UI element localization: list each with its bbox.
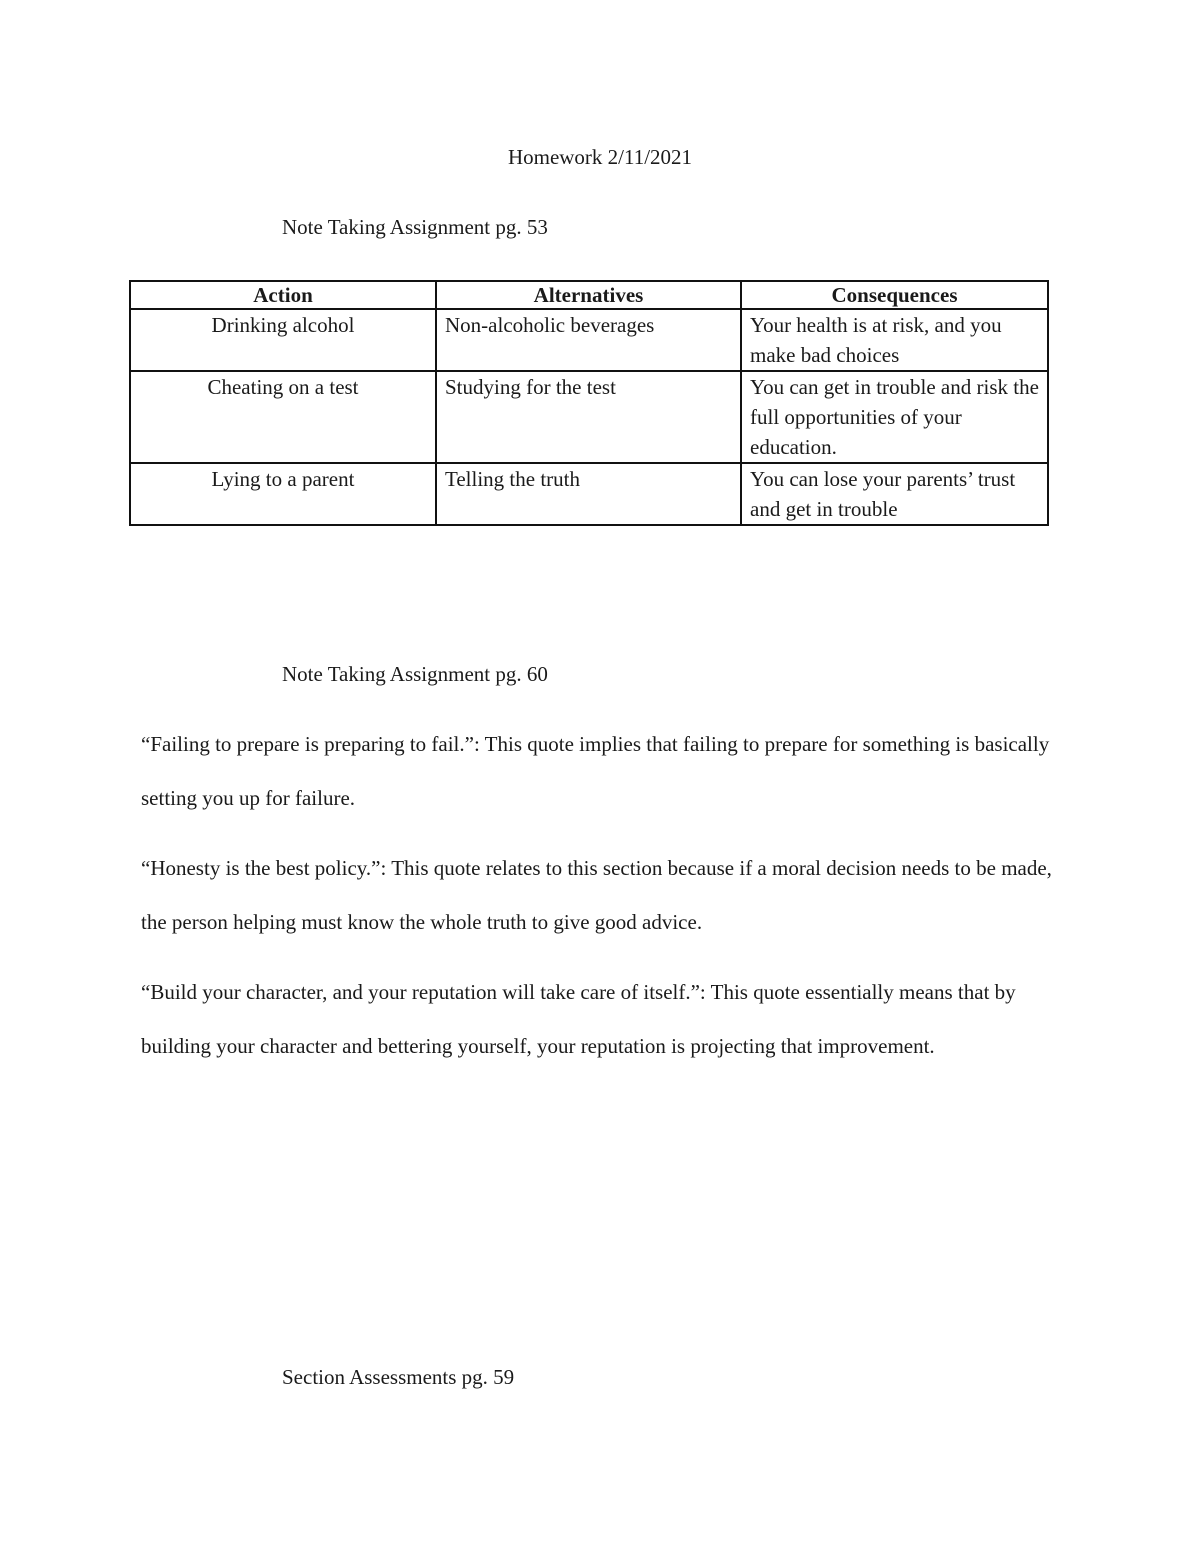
table-cell-consequence: You can get in trouble and risk the full opportunities of your education.: [741, 371, 1048, 463]
table-cell-consequence: You can lose your parents’ trust and get in trouble: [741, 463, 1048, 525]
section-heading-pg59: Section Assessments pg. 59: [282, 1365, 515, 1389]
column-header-consequences: Consequences: [741, 281, 1048, 309]
table-cell-alternative: Telling the truth: [436, 463, 741, 525]
quote-list: [141, 717, 1056, 1089]
table-cell-action: Drinking alcohol: [130, 309, 436, 371]
table-header-row: [130, 281, 1048, 309]
quote-paragraph: “Failing to prepare is preparing to fail.”: This quote implies that failing to prepare for something is basically setting you up for failure.: [141, 732, 1050, 810]
section-heading-pg60: Note Taking Assignment pg. 60: [282, 662, 548, 686]
quote-paragraph: “Honesty is the best policy.”: This quote relates to this section because if a moral decision needs to be made, the person helping must know the whole truth to give good advice.: [141, 856, 1052, 934]
table-cell-action: Lying to a parent: [130, 463, 436, 525]
table-row: [130, 371, 1048, 463]
table-cell-action: Cheating on a test: [130, 371, 436, 463]
table-cell-consequence: Your health is at risk, and you make bad choices: [741, 309, 1048, 371]
column-header-alternatives: Alternatives: [436, 281, 741, 309]
table-cell-alternative: Non-alcoholic beverages: [436, 309, 741, 371]
table-cell-alternative: Studying for the test: [436, 371, 741, 463]
section-heading-pg53: Note Taking Assignment pg. 53: [282, 215, 548, 239]
table-row: [130, 309, 1048, 371]
table-row: [130, 463, 1048, 525]
page-title: Homework 2/11/2021: [507, 145, 693, 169]
column-header-action: Action: [130, 281, 436, 309]
action-table: [129, 280, 1049, 526]
quote-paragraph: “Build your character, and your reputation will take care of itself.”: This quote essentially means that by building your character and bettering yourself, your reputation is projecting that improvement.: [141, 980, 1016, 1058]
